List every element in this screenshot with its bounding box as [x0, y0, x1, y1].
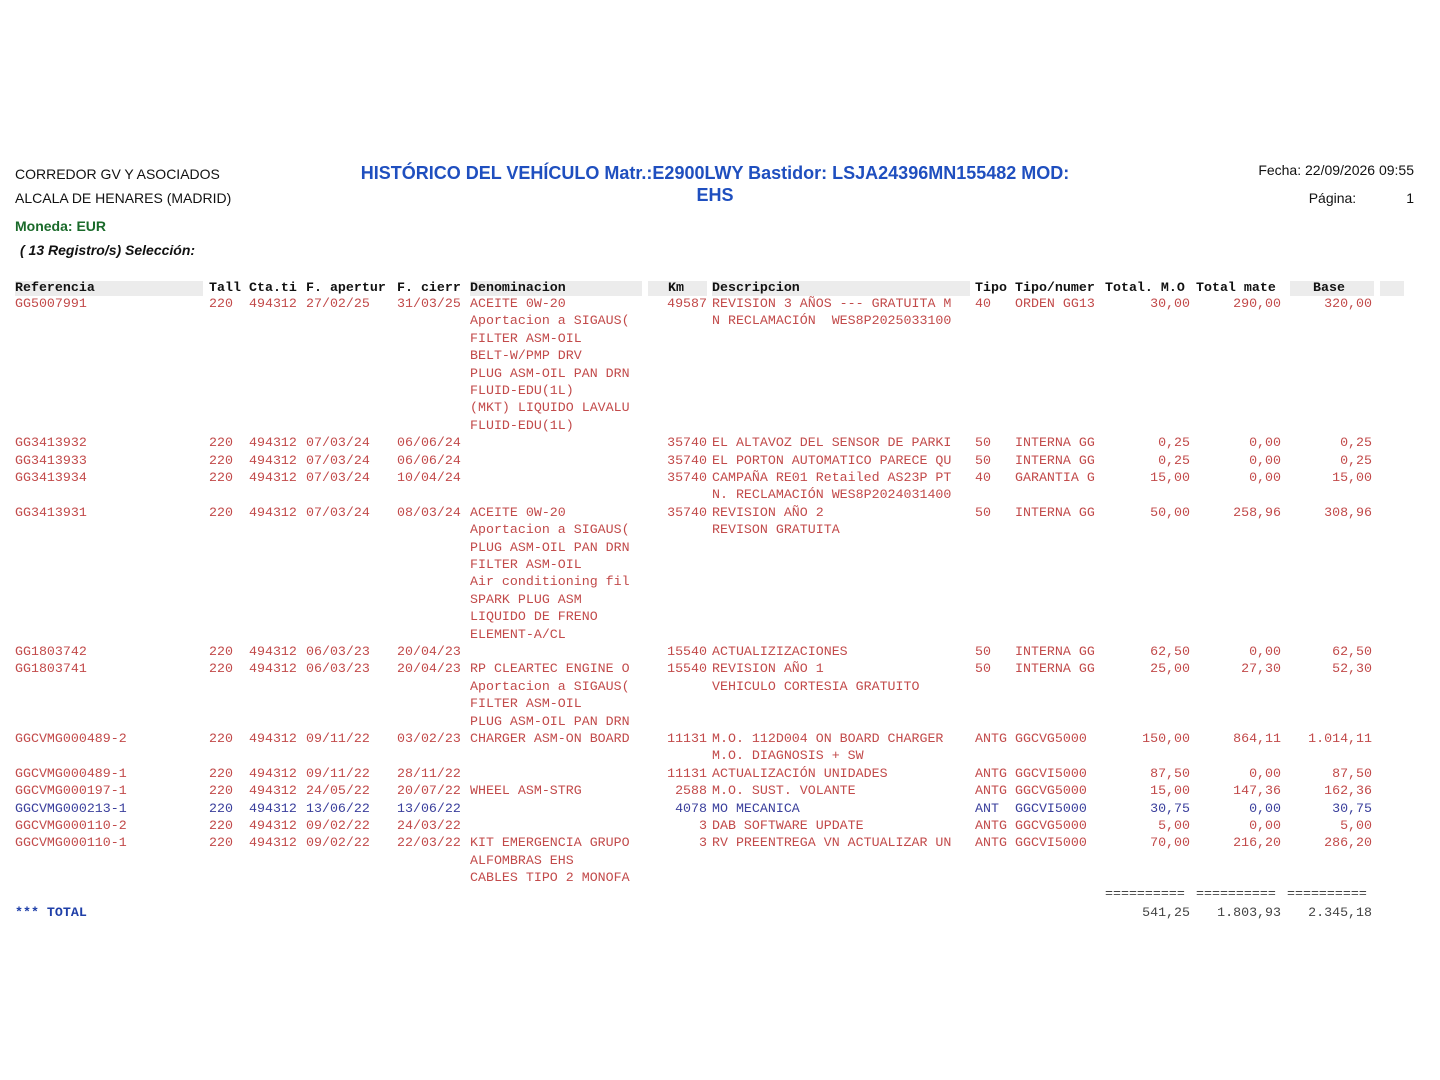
cell-cuenta: 494312 [249, 452, 297, 468]
cell-fecha-apertura: 07/03/24 [306, 452, 370, 468]
col-header-fecha-apertura: F. apertur [306, 280, 386, 295]
selection-count: ( 13 Registro/s) Selección: [20, 242, 196, 258]
cell-fecha-cierre: 22/03/22 [397, 835, 461, 851]
cell-total-mo: 30,00 [1150, 296, 1190, 311]
cell-tipo: ANT [975, 800, 999, 816]
cell-tipo-numero: INTERNA GG [1015, 644, 1095, 659]
cell-taller: 220 [209, 435, 233, 451]
total-separator-materiales: ========== [1196, 886, 1276, 901]
cell-km: 35740 [667, 452, 707, 468]
cell-tipo-numero: GGCVI5000 [1015, 800, 1087, 816]
cell-cuenta: 494312 [249, 783, 297, 799]
cell-base: 0,25 [1340, 435, 1372, 451]
cell-km: 35740 [667, 470, 707, 485]
cell-cuenta: 494312 [249, 644, 297, 659]
cell-total-materiales: 290,00 [1233, 296, 1281, 311]
cell-fecha-cierre: 20/07/22 [397, 783, 461, 799]
cell-denominacion: CABLES TIPO 2 MONOFA [470, 870, 630, 886]
cell-tipo: ANTG [975, 783, 1007, 799]
cell-fecha-cierre: 08/03/24 [397, 504, 461, 520]
cell-km: 15540 [667, 644, 707, 659]
currency-label: Moneda: EUR [15, 218, 106, 234]
cell-taller: 220 [209, 296, 233, 311]
cell-denominacion: BELT-W/PMP DRV [470, 348, 582, 364]
cell-tipo: ANTG [975, 835, 1007, 851]
cell-descripcion: EL PORTON AUTOMATICO PARECE QU [712, 452, 952, 468]
cell-denominacion: ACEITE 0W-20 [470, 504, 566, 520]
col-header-tipo-numero: Tipo/numer [1015, 280, 1095, 295]
cell-total-materiales: 864,11 [1233, 731, 1281, 746]
cell-taller: 220 [209, 783, 233, 799]
cell-fecha-cierre: 13/06/22 [397, 800, 461, 816]
cell-descripcion: ACTUALIZACIÓN UNIDADES [712, 765, 888, 781]
company-city: ALCALA DE HENARES (MADRID) [15, 190, 232, 206]
cell-tipo-numero: GGCVI5000 [1015, 765, 1087, 781]
cell-descripcion: CAMPAÑA RE01 Retailed AS23P PT [712, 470, 952, 485]
cell-total-materiales: 147,36 [1233, 783, 1281, 799]
cell-referencia: GG3413932 [15, 435, 87, 451]
cell-taller: 220 [209, 470, 233, 485]
cell-total-mo: 70,00 [1150, 835, 1190, 851]
cell-total-materiales: 216,20 [1233, 835, 1281, 851]
cell-base: 286,20 [1324, 835, 1372, 851]
cell-tipo-numero: INTERNA GG [1015, 435, 1095, 451]
cell-fecha-cierre: 03/02/23 [397, 731, 461, 746]
cell-cuenta: 494312 [249, 818, 297, 833]
cell-descripcion: ACTUALIZIZACIONES [712, 644, 848, 659]
cell-referencia: GGCVMG000197-1 [15, 783, 127, 799]
cell-descripcion: DAB SOFTWARE UPDATE [712, 818, 864, 833]
col-header-cuenta: Cta.ti [249, 280, 297, 295]
cell-km: 35740 [667, 504, 707, 520]
cell-denominacion: KIT EMERGENCIA GRUPO [470, 835, 630, 851]
cell-fecha-cierre: 06/06/24 [397, 435, 461, 451]
cell-taller: 220 [209, 661, 233, 677]
cell-referencia: GGCVMG000489-2 [15, 731, 127, 746]
cell-fecha-apertura: 07/03/24 [306, 470, 370, 485]
cell-cuenta: 494312 [249, 435, 297, 451]
cell-descripcion: EL ALTAVOZ DEL SENSOR DE PARKI [712, 435, 952, 451]
cell-denominacion: ELEMENT-A/CL [470, 626, 566, 642]
cell-tipo-numero: INTERNA GG [1015, 661, 1095, 677]
page-number: 1 [1406, 190, 1414, 206]
cell-cuenta: 494312 [249, 765, 297, 781]
col-header-tipo: Tipo [975, 280, 1007, 295]
cell-total-materiales: 0,00 [1249, 452, 1281, 468]
cell-tipo: 50 [975, 644, 991, 659]
cell-cuenta: 494312 [249, 661, 297, 677]
cell-referencia: GGCVMG000110-1 [15, 835, 127, 851]
cell-descripcion: REVISION AÑO 2 [712, 504, 824, 520]
cell-cuenta: 494312 [249, 835, 297, 851]
cell-tipo-numero: INTERNA GG [1015, 452, 1095, 468]
cell-fecha-apertura: 13/06/22 [306, 800, 370, 816]
cell-descripcion: N RECLAMACIÓN WES8P2025033100 [712, 313, 952, 329]
cell-descripcion: RV PREENTREGA VN ACTUALIZAR UN [712, 835, 952, 851]
cell-referencia: GG3413933 [15, 452, 87, 468]
cell-km: 49587 [667, 296, 707, 311]
cell-fecha-cierre: 24/03/22 [397, 818, 461, 833]
cell-fecha-apertura: 27/02/25 [306, 296, 370, 311]
cell-descripcion: M.O. SUST. VOLANTE [712, 783, 856, 799]
cell-total-mo: 30,75 [1150, 800, 1190, 816]
col-header-total-mo: Total. M.O [1105, 280, 1185, 295]
cell-cuenta: 494312 [249, 504, 297, 520]
cell-km: 11131 [667, 731, 707, 746]
col-header-referencia: Referencia [15, 280, 95, 295]
cell-descripcion: REVISION 3 AÑOS --- GRATUITA M [712, 296, 952, 311]
col-header-total-materiales: Total mate [1196, 280, 1276, 295]
cell-referencia: GGCVMG000110-2 [15, 818, 127, 833]
cell-total-mo: 62,50 [1150, 644, 1190, 659]
cell-referencia: GG3413934 [15, 470, 87, 485]
cell-km: 2588 [675, 783, 707, 799]
total-mo: 541,25 [1142, 905, 1190, 920]
cell-km: 35740 [667, 435, 707, 451]
cell-fecha-apertura: 09/11/22 [306, 731, 370, 746]
total-label: *** TOTAL [15, 905, 87, 920]
cell-base: 87,50 [1332, 765, 1372, 781]
cell-denominacion: Aportacion a SIGAUS( [470, 678, 630, 694]
cell-total-materiales: 0,00 [1249, 644, 1281, 659]
total-separator-base: ========== [1287, 886, 1367, 901]
cell-total-mo: 87,50 [1150, 765, 1190, 781]
cell-base: 1.014,11 [1308, 731, 1372, 746]
cell-fecha-apertura: 09/11/22 [306, 765, 370, 781]
cell-descripcion: REVISON GRATUITA [712, 522, 840, 538]
cell-fecha-apertura: 06/03/23 [306, 644, 370, 659]
cell-fecha-apertura: 24/05/22 [306, 783, 370, 799]
col-header-taller: Tall [209, 280, 241, 295]
cell-tipo-numero: ORDEN GG13 [1015, 296, 1095, 311]
report-date: Fecha: 22/09/2026 09:55 [1258, 162, 1414, 178]
cell-total-mo: 150,00 [1142, 731, 1190, 746]
cell-referencia: GG5007991 [15, 296, 87, 311]
cell-cuenta: 494312 [249, 296, 297, 311]
cell-tipo: 50 [975, 504, 991, 520]
cell-base: 308,96 [1324, 504, 1372, 520]
cell-tipo: ANTG [975, 765, 1007, 781]
cell-fecha-cierre: 20/04/23 [397, 644, 461, 659]
cell-descripcion: M.O. 112D004 ON BOARD CHARGER [712, 731, 944, 746]
cell-fecha-cierre: 10/04/24 [397, 470, 461, 485]
cell-tipo-numero: GARANTIA G [1015, 470, 1095, 485]
cell-taller: 220 [209, 452, 233, 468]
cell-total-materiales: 258,96 [1233, 504, 1281, 520]
cell-total-materiales: 0,00 [1249, 800, 1281, 816]
cell-taller: 220 [209, 818, 233, 833]
col-header-descripcion: Descripcion [712, 280, 800, 295]
cell-denominacion: PLUG ASM-OIL PAN DRN [470, 365, 630, 381]
cell-fecha-apertura: 09/02/22 [306, 818, 370, 833]
cell-denominacion: ACEITE 0W-20 [470, 296, 566, 311]
cell-tipo: 40 [975, 470, 991, 485]
cell-km: 3 [699, 835, 707, 851]
cell-denominacion: FILTER ASM-OIL [470, 696, 582, 712]
cell-descripcion: N. RECLAMACIÓN WES8P2024031400 [712, 487, 952, 503]
cell-fecha-apertura: 06/03/23 [306, 661, 370, 677]
cell-km: 4078 [675, 800, 707, 816]
total-materiales: 1.803,93 [1217, 905, 1281, 920]
cell-taller: 220 [209, 835, 233, 851]
cell-taller: 220 [209, 644, 233, 659]
cell-total-mo: 5,00 [1158, 818, 1190, 833]
cell-base: 15,00 [1332, 470, 1372, 485]
cell-total-materiales: 0,00 [1249, 818, 1281, 833]
cell-denominacion: LIQUIDO DE FRENO [470, 609, 598, 625]
cell-tipo-numero: GGCVI5000 [1015, 835, 1087, 851]
cell-denominacion: FLUID-EDU(1L) [470, 383, 574, 398]
cell-fecha-cierre: 31/03/25 [397, 296, 461, 311]
cell-km: 11131 [667, 765, 707, 781]
cell-base: 62,50 [1332, 644, 1372, 659]
cell-denominacion: Aportacion a SIGAUS( [470, 522, 630, 538]
cell-taller: 220 [209, 765, 233, 781]
cell-taller: 220 [209, 731, 233, 746]
col-header-km: Km [668, 280, 684, 295]
col-header-base: Base [1313, 280, 1345, 295]
cell-denominacion: (MKT) LIQUIDO LAVALU [470, 400, 630, 416]
cell-denominacion: CHARGER ASM-ON BOARD [470, 731, 630, 746]
company-block [15, 162, 231, 262]
cell-base: 30,75 [1332, 800, 1372, 816]
cell-cuenta: 494312 [249, 731, 297, 746]
cell-denominacion: PLUG ASM-OIL PAN DRN [470, 539, 630, 555]
cell-base: 0,25 [1340, 452, 1372, 468]
cell-descripcion: MO MECANICA [712, 800, 800, 816]
report-title [345, 162, 1085, 206]
cell-fecha-apertura: 09/02/22 [306, 835, 370, 851]
cell-referencia: GGCVMG000213-1 [15, 800, 127, 816]
col-header-fecha-cierre: F. cierr [397, 280, 461, 295]
cell-km: 15540 [667, 661, 707, 677]
cell-denominacion: Aportacion a SIGAUS( [470, 313, 630, 329]
cell-tipo-numero: GGCVG5000 [1015, 731, 1087, 746]
cell-fecha-cierre: 06/06/24 [397, 452, 461, 468]
cell-base: 5,00 [1340, 818, 1372, 833]
cell-cuenta: 494312 [249, 470, 297, 485]
header-bar-end [1380, 281, 1404, 296]
cell-tipo-numero: INTERNA GG [1015, 504, 1095, 520]
cell-denominacion: FLUID-EDU(1L) [470, 417, 574, 433]
cell-total-mo: 50,00 [1150, 504, 1190, 520]
cell-descripcion: M.O. DIAGNOSIS + SW [712, 748, 864, 764]
cell-tipo: 50 [975, 452, 991, 468]
cell-total-mo: 0,25 [1158, 435, 1190, 451]
cell-denominacion: FILTER ASM-OIL [470, 330, 582, 346]
cell-total-mo: 0,25 [1158, 452, 1190, 468]
cell-descripcion: VEHICULO CORTESIA GRATUITO [712, 678, 920, 694]
cell-total-mo: 15,00 [1150, 470, 1190, 485]
cell-descripcion: REVISION AÑO 1 [712, 661, 824, 677]
cell-base: 320,00 [1324, 296, 1372, 311]
cell-base: 162,36 [1324, 783, 1372, 799]
cell-taller: 220 [209, 504, 233, 520]
report-meta [1258, 162, 1414, 206]
cell-denominacion: RP CLEARTEC ENGINE O [470, 661, 630, 677]
cell-fecha-cierre: 28/11/22 [397, 765, 461, 781]
cell-tipo: 50 [975, 661, 991, 677]
cell-referencia: GG3413931 [15, 504, 87, 520]
cell-total-materiales: 0,00 [1249, 765, 1281, 781]
cell-tipo: 40 [975, 296, 991, 311]
cell-tipo: ANTG [975, 731, 1007, 746]
company-name: CORREDOR GV Y ASOCIADOS [15, 166, 220, 182]
cell-cuenta: 494312 [249, 800, 297, 816]
cell-taller: 220 [209, 800, 233, 816]
cell-base: 52,30 [1332, 661, 1372, 677]
cell-denominacion: WHEEL ASM-STRG [470, 783, 582, 799]
report-title-line1: HISTÓRICO DEL VEHÍCULO Matr.:E2900LWY Bastidor: LSJA24396MN155482 MOD: [360, 163, 1070, 183]
cell-denominacion: ALFOMBRAS EHS [470, 852, 574, 868]
cell-total-mo: 15,00 [1150, 783, 1190, 799]
cell-km: 3 [699, 818, 707, 833]
cell-denominacion: FILTER ASM-OIL [470, 556, 582, 572]
page-label: Página: [1308, 190, 1357, 206]
col-header-denominacion: Denominacion [470, 280, 566, 295]
cell-referencia: GGCVMG000489-1 [15, 765, 127, 781]
cell-tipo-numero: GGCVG5000 [1015, 783, 1087, 799]
cell-tipo: 50 [975, 435, 991, 451]
cell-fecha-cierre: 20/04/23 [397, 661, 461, 677]
total-base: 2.345,18 [1308, 905, 1372, 920]
cell-denominacion: PLUG ASM-OIL PAN DRN [470, 713, 630, 729]
cell-tipo-numero: GGCVG5000 [1015, 818, 1087, 833]
cell-total-materiales: 27,30 [1241, 661, 1281, 677]
cell-fecha-apertura: 07/03/24 [306, 435, 370, 451]
cell-tipo: ANTG [975, 818, 1007, 833]
cell-denominacion: SPARK PLUG ASM [470, 591, 582, 607]
report-title-line2: EHS [696, 185, 734, 205]
cell-fecha-apertura: 07/03/24 [306, 504, 370, 520]
cell-total-materiales: 0,00 [1249, 435, 1281, 451]
cell-denominacion: Air conditioning fil [470, 574, 630, 590]
cell-referencia: GG1803742 [15, 644, 87, 659]
cell-total-mo: 25,00 [1150, 661, 1190, 677]
cell-referencia: GG1803741 [15, 661, 87, 677]
total-separator-mo: ========== [1105, 886, 1185, 901]
cell-total-materiales: 0,00 [1249, 470, 1281, 485]
